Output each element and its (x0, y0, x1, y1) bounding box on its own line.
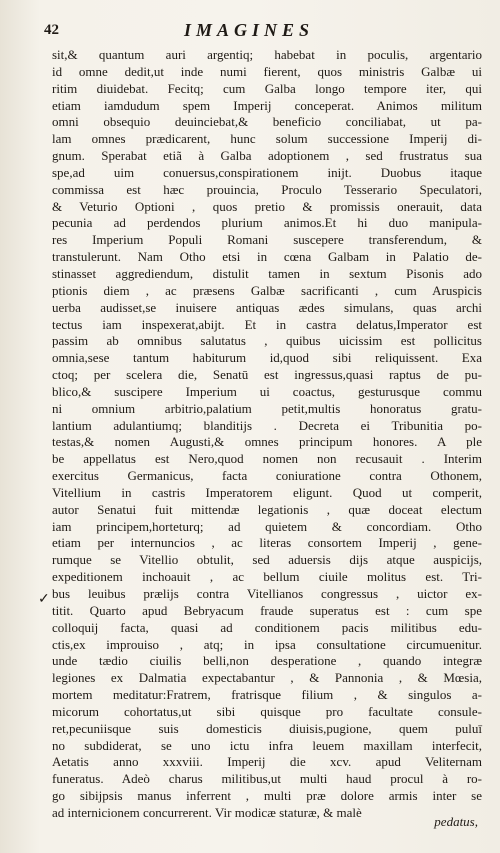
margin-mark: ✓ (38, 591, 50, 607)
text-line: expeditionem inchoauit , ac bellum ciuile molitus est. Tri- (52, 569, 482, 585)
text-line: stinasset aggrediendum, distulit tamen in sextum Pisonis ado (52, 265, 482, 281)
text-line: rumque se Vitellio obtulit, sed aduersis dijs atque auspicijs, (52, 552, 482, 568)
running-title: IMAGINES (184, 20, 315, 40)
text-line: go sibijpsis manus inferrent , multi præ dolore armis inter se (52, 788, 482, 804)
text-line: funeratus. Adeò charus militibus,ut multi haud procul à ro- (52, 771, 482, 787)
text-line: & Veturio Optioni , quos pretio & promissis onerauit, data (52, 198, 482, 214)
text-line: no subdiderat, se uno ictu infra leuem maxillam interfecit, (52, 737, 482, 753)
text-line: iam principem,horteturq; ad quietem & concordiam. Otho (52, 518, 482, 534)
text-line: tectus iam inspexerat,abijt. Et in castra delatus,Imperator est (52, 316, 482, 332)
page-header (44, 20, 474, 42)
text-line: ret,pecuniisque suis domesticis diuisis,pugione, quem puluī (52, 720, 482, 736)
text-line: micorum cohortatus,ut sibi quisque pro facultate consule- (52, 703, 482, 719)
text-line: legiones ex Dalmatia expectabantur , & Pannonia , & Mœsia, (52, 670, 482, 686)
text-line: mortem meditatur:Fratrem, fratrisque filium , & singulos a- (52, 687, 482, 703)
text-line: exercitus Germanicus, facta coniuratione contra Othonem, (52, 468, 482, 484)
text-line: ni omnium arbitrio,palatium petit,multis honoratus gratu- (52, 400, 482, 416)
text-line: ptionis diem , ac præsens Galbæ sacrificanti , cum Aruspicis (52, 282, 482, 298)
page-number: 42 (44, 22, 59, 38)
text-line: ad internicionem concurrerent. Vir modicæ staturæ, & malè (52, 804, 362, 820)
text-line: ctoq; per scelera die, Senatū est ingressus,quasi raptus de pu- (52, 367, 482, 383)
text-line: Aetatis anno xxxviii. Imperij die xcv. apud Veliternam (52, 754, 482, 770)
text-line: omni obsequio deuinciebat,& beneficio conciliabat, ut pa- (52, 114, 482, 130)
text-line: ctis,ex improuiso , atq; in ipsa consultatione circumuenitur. (52, 636, 482, 652)
catchword: pedatus, (434, 814, 478, 829)
text-line: uerba audisset,se inuisere antiquas ædes simulans, quas archi (52, 299, 482, 315)
text-line: unde tædio ciuilis belli,non desperatione , quando integræ (52, 653, 482, 669)
text-line: commissa est hæc prouincia, Proculo Tesserario Speculatori, (52, 181, 482, 197)
text-line: passim ab omnibus salutatus , quibus uicissim est pollicitus (52, 333, 482, 349)
text-line: Vitellium in castris Imperatorem eligunt. Quod ut comperit, (52, 484, 482, 500)
text-line: ritim diuidebat. Fecitq; cum Galba longo tempore iter, qui (52, 80, 482, 96)
text-line: titit. Quarto apud Bebryacum fraude superatus est : cum spe (52, 602, 482, 618)
text-line: etiam iamdudum spem Imperij conceperat. Animos militum (52, 97, 482, 113)
text-line: res Imperium Populi Romani suscepere transferendum, & (52, 232, 482, 248)
text-line: blico,& suscipere Imperium ui coactus, gesturusque commu (52, 383, 482, 399)
text-line: etiam per internuncios , ac literas consortem Imperij , gene- (52, 535, 482, 551)
text-line: pecunia ad perdendos plurium animos.Et hi duo manipula- (52, 215, 482, 231)
text-line: id omne dedit,ut inde numi fierent, quos ministris Galbæ ui (52, 63, 482, 79)
text-line: lantium adulantiumq; blanditijs . Decreta ei Tribunitia po- (52, 417, 482, 433)
text-line: lam omnes prædicarent, hunc solum successione Imperij di- (52, 131, 482, 147)
text-line: colloquij facta, quasi ad conditionem pacis militibus edu- (52, 619, 482, 635)
text-line: transtulerunt. Nam Otho etsi in cœna Galbam in Palatio de- (52, 249, 482, 265)
text-line: gnum. Sperabat etiã à Galba adoptionem , sed frustratus sua (52, 148, 482, 164)
text-line: autor Senatui fuit mittendæ legationis , quæ doceat electum (52, 501, 482, 517)
text-line: sit,& quantum auri argentiq; habebat in poculis, argentario (52, 47, 482, 62)
text-line: bus leuibus prælijs contra Vitellianos congressus , uictor ex- (52, 586, 482, 601)
text-line: be appellatus est Nero,quod nomen non recusauit . Interim (52, 451, 482, 467)
text-line: spe,ad uim conuersus,conspirationem inijt. Duobus itaque (52, 164, 482, 180)
body-text (52, 47, 482, 822)
text-line: omnia,sese tantum habiturum id,quod sibi reliquissent. Exa (52, 350, 482, 366)
text-line: testas,& nomen Augusti,& omnes principum honores. A ple (52, 434, 482, 450)
